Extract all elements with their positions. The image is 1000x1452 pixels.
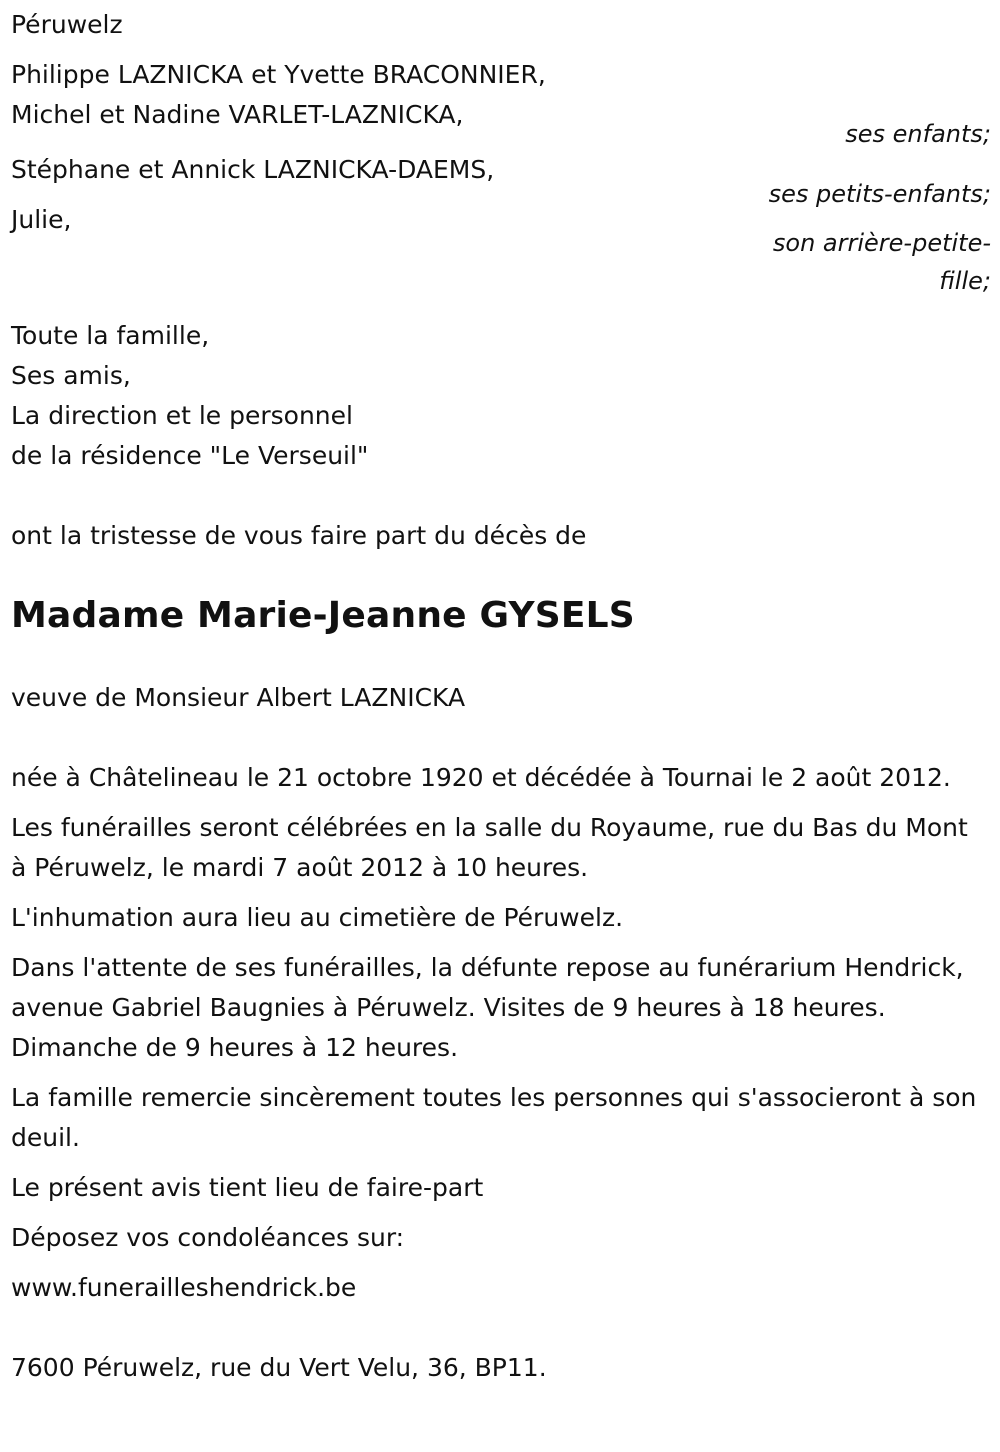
address: 7600 Péruwelz, rue du Vert Velu, 36, BP11. bbox=[11, 1353, 547, 1382]
others-line-2: Ses amis, bbox=[11, 361, 131, 390]
city-heading: Péruwelz bbox=[11, 10, 123, 39]
widow-of: veuve de Monsieur Albert LAZNICKA bbox=[11, 683, 466, 712]
others-line-1: Toute la famille, bbox=[11, 321, 210, 350]
great-grandchild-line: Julie, bbox=[11, 205, 72, 234]
visit-details: Dans l'attente de ses funérailles, la défunte repose au funérarium Hendrick, avenue Gabriel Baugnies à Péruwelz. Visites de 9 heures à 18 heures. Dimanche de 9 heures à 12 heures. bbox=[11, 953, 964, 1062]
great-grandchild-role-1: son arrière-petite- bbox=[772, 229, 991, 257]
great-grandchild-role-2: fille; bbox=[939, 267, 991, 295]
children-role: ses enfants; bbox=[845, 120, 991, 148]
notice-text: Le présent avis tient lieu de faire-part bbox=[11, 1173, 484, 1202]
burial-details: L'inhumation aura lieu au cimetière de Péruwelz. bbox=[11, 903, 624, 932]
grandchildren-role: ses petits-enfants; bbox=[768, 180, 991, 208]
funeral-details: Les funérailles seront célébrées en la salle du Royaume, rue du Bas du Mont à Péruwelz, le mardi 7 août 2012 à 10 heures. bbox=[11, 813, 968, 882]
children-line-2: Michel et Nadine VARLET-LAZNICKA, bbox=[11, 100, 464, 129]
obituary-notice bbox=[11, 5, 991, 1388]
others-line-4: de la résidence "Le Verseuil" bbox=[11, 441, 369, 470]
condolences-label: Déposez vos condoléances sur: bbox=[11, 1223, 405, 1252]
thanks-message: La famille remercie sincèrement toutes les personnes qui s'associeront à son deuil. bbox=[11, 1083, 977, 1152]
birth-death: née à Châtelineau le 21 octobre 1920 et décédée à Tournai le 2 août 2012. bbox=[11, 763, 951, 792]
children-line-1: Philippe LAZNICKA et Yvette BRACONNIER, bbox=[11, 60, 546, 89]
website-link[interactable]: www.funerailleshendrick.be bbox=[11, 1273, 357, 1302]
others-line-3: La direction et le personnel bbox=[11, 401, 353, 430]
grandchildren-line: Stéphane et Annick LAZNICKA-DAEMS, bbox=[11, 155, 495, 184]
deceased-name: Madame Marie-Jeanne GYSELS bbox=[11, 595, 635, 636]
announcement: ont la tristesse de vous faire part du décès de bbox=[11, 521, 587, 550]
